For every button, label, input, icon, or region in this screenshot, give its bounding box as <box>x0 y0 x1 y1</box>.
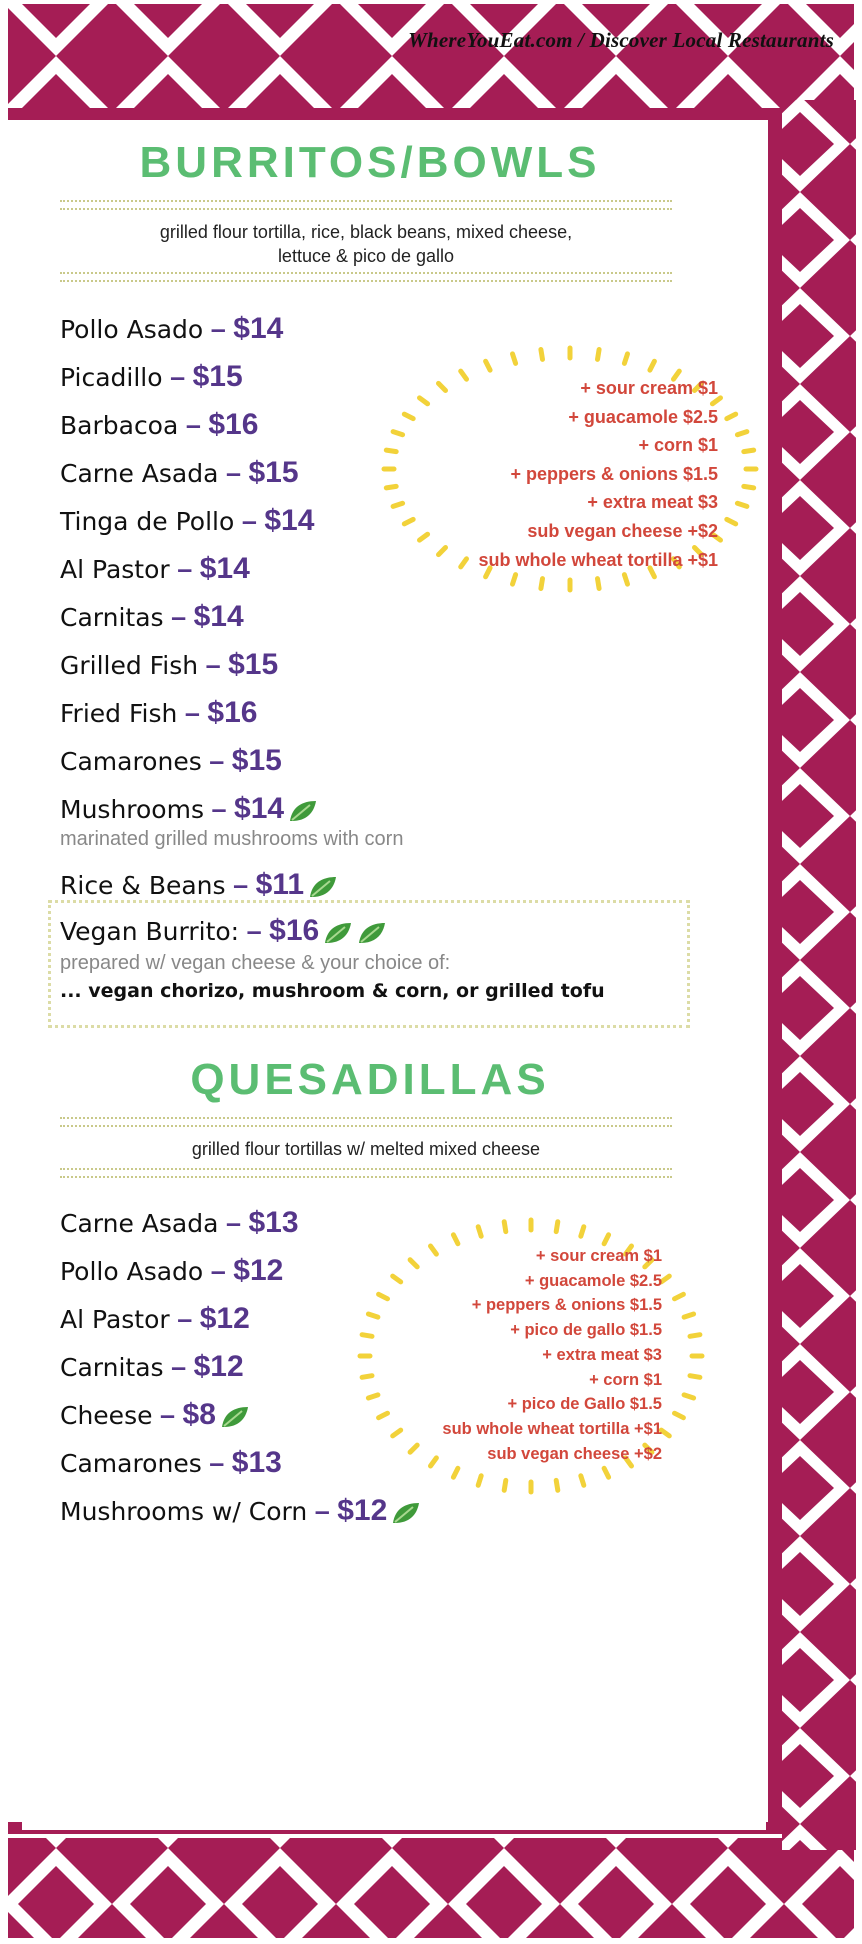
addon-item: + pico de gallo $1.5 <box>510 1321 662 1340</box>
sunburst-ray <box>661 1430 669 1436</box>
sunburst-ray <box>478 1476 481 1486</box>
sunburst-ray <box>727 519 736 524</box>
menu-item-name: Rice & Beans <box>60 871 226 900</box>
menu-item-name: Mushrooms w/ Corn <box>60 1497 308 1526</box>
menu-item-dash: – <box>209 746 225 776</box>
leaf-icon <box>288 799 318 823</box>
sunburst-ray <box>541 350 543 360</box>
menu-item-description: ... vegan chorizo, mushroom & corn, or grilled tofu <box>60 980 605 1002</box>
menu-item-name: Al Pastor <box>60 555 170 584</box>
sunburst-ray <box>453 1235 458 1244</box>
menu-item-name: Barbacoa <box>60 411 179 440</box>
menu-item-price: $12 <box>199 1302 250 1335</box>
addon-item: sub whole wheat tortilla +$1 <box>478 549 718 570</box>
menu-item-dash: – <box>177 554 193 584</box>
menu-item <box>60 1446 282 1480</box>
menu-item-name: Camarones <box>60 1449 202 1478</box>
menu-item <box>60 744 282 778</box>
burritos-subtitle-line2: lettuce & pico de gallo <box>277 246 455 266</box>
sunburst-ray <box>684 1314 694 1317</box>
menu-item <box>60 1254 283 1288</box>
menu-item-name: Carnitas <box>60 1353 164 1382</box>
sunburst-ray <box>386 486 396 488</box>
addon-item: + pico de Gallo $1.5 <box>507 1395 662 1414</box>
sunburst-ray <box>453 1468 458 1477</box>
menu-item-dash: – <box>185 410 201 440</box>
addon-item: + sour cream $1 <box>580 378 718 398</box>
menu-item-dash: – <box>210 314 226 344</box>
sunburst-ray <box>513 354 516 364</box>
sunburst-ray <box>556 1480 558 1490</box>
sunburst-ray <box>690 1335 700 1337</box>
sunburst-ray <box>604 1468 609 1477</box>
sunburst-ray <box>744 486 754 488</box>
addon-item: + extra meat $3 <box>587 492 718 513</box>
menu-item-name: Carne Asada <box>60 1209 219 1238</box>
menu-item-price: $14 <box>233 312 284 345</box>
menu-item <box>60 600 244 634</box>
menu-item-price: $15 <box>231 744 282 777</box>
menu-item <box>60 360 243 394</box>
menu-item-name: Pollo Asado <box>60 1257 204 1286</box>
menu-item-price: $11 <box>255 868 305 901</box>
menu-item <box>60 1398 250 1432</box>
menu-item <box>60 696 257 730</box>
menu-item <box>60 1494 421 1528</box>
menu-item-dash: – <box>233 870 249 900</box>
sunburst-ray <box>650 361 655 370</box>
menu-item-name: Tinga de Pollo <box>60 507 235 536</box>
menu-item-price: $12 <box>337 1494 388 1527</box>
menu-item-dash: – <box>159 1400 176 1430</box>
vegan-burrito-box <box>48 900 690 1028</box>
menu-item-price: $15 <box>192 360 243 393</box>
sunburst-ray <box>541 579 543 589</box>
addon-item: sub vegan cheese +$2 <box>527 520 718 541</box>
menu-item <box>60 1350 244 1384</box>
sunburst-ray <box>486 361 491 370</box>
burritos-title: BURRITOS/BOWLS <box>139 138 601 187</box>
leaf-icon <box>391 1501 421 1525</box>
menu-item-price: $13 <box>231 1446 282 1479</box>
menu-item-name: Grilled Fish <box>60 651 199 680</box>
sunburst-ray <box>624 575 627 585</box>
menu-item <box>60 868 338 902</box>
menu-item-price: $14 <box>193 600 244 633</box>
menu-item <box>60 792 318 826</box>
addon-item: + guacamole $2.5 <box>568 406 718 427</box>
addon-item: + extra meat $3 <box>542 1345 662 1364</box>
addon-item: + peppers & onions $1.5 <box>471 1296 662 1315</box>
menu-item-dash: – <box>225 458 241 488</box>
menu-item-price: $16 <box>207 696 258 729</box>
burrito-addons-list <box>400 374 718 574</box>
sunburst-ray <box>368 1395 378 1398</box>
menu-item-dash: – <box>314 1496 330 1526</box>
sunburst-ray <box>513 575 516 585</box>
sunburst-ray <box>556 1222 558 1232</box>
sunburst-ray <box>598 350 600 360</box>
sunburst-ray <box>690 1376 700 1378</box>
menu-item-dash: – <box>209 1448 225 1478</box>
sunburst-ray <box>604 1235 609 1244</box>
sunburst-ray <box>598 579 600 589</box>
burritos-subtitle <box>60 220 672 268</box>
sunburst-ray <box>581 1476 584 1486</box>
menu-item <box>60 312 283 346</box>
quesadilla-addons-list <box>380 1244 662 1466</box>
menu-item <box>60 1206 299 1240</box>
menu-item-price: $12 <box>193 1350 244 1383</box>
menu-item-name: Al Pastor <box>60 1305 170 1334</box>
sunburst-ray <box>504 1480 506 1490</box>
addon-item: sub whole wheat tortilla +$1 <box>442 1419 662 1438</box>
menu-item-dash: – <box>205 650 221 680</box>
addon-item: sub vegan cheese +$2 <box>487 1444 662 1463</box>
menu-item-name: Cheese <box>60 1401 153 1430</box>
menu-item-price: $8 <box>182 1398 216 1431</box>
sunburst-ray <box>744 450 754 452</box>
menu-item-price: $12 <box>233 1254 284 1287</box>
menu-item-price: $15 <box>248 456 299 489</box>
quesadillas-title: QUESADILLAS <box>190 1055 550 1104</box>
sunburst-ray <box>624 354 627 364</box>
menu-item-dash: – <box>225 1208 241 1238</box>
burritos-subtitle-line1: grilled flour tortilla, rice, black beans, mixed cheese, <box>159 222 573 242</box>
menu-item <box>60 1302 250 1336</box>
divider <box>60 272 672 282</box>
divider <box>60 200 672 210</box>
menu-item-name: Carnitas <box>60 603 164 632</box>
menu-item-price: $13 <box>248 1206 299 1239</box>
leaf-icon <box>308 875 338 899</box>
sunburst-ray <box>368 1314 378 1317</box>
addon-item: + corn $1 <box>638 435 718 456</box>
menu-item-dash: – <box>211 794 227 824</box>
sunburst-ray <box>478 1227 481 1237</box>
addon-item: + guacamole $2.5 <box>524 1271 662 1290</box>
leaf-icon <box>220 1405 250 1429</box>
watermark-text: WhereYouEat.com / Discover Local Restaurants <box>408 28 834 52</box>
sunburst-ray <box>362 1376 372 1378</box>
sunburst-ray <box>737 503 747 506</box>
divider <box>60 1117 672 1127</box>
menu-item <box>60 552 250 586</box>
sunburst-ray <box>661 1276 669 1282</box>
menu-item-price: $14 <box>264 504 315 537</box>
menu-item-name: Carne Asada <box>60 459 219 488</box>
divider <box>60 1168 672 1178</box>
sunburst-ray <box>675 1413 684 1418</box>
menu-item-dash: – <box>171 1352 187 1382</box>
menu-item-description: prepared w/ vegan cheese & your choice of: <box>60 952 451 974</box>
menu-item-description: marinated grilled mushrooms with corn <box>60 828 404 850</box>
addon-item: + sour cream $1 <box>535 1247 662 1265</box>
sunburst-ray <box>362 1335 372 1337</box>
menu-item <box>60 456 299 490</box>
menu-item-dash: – <box>177 1304 193 1334</box>
menu-item-name: Picadillo <box>60 363 163 392</box>
menu-item <box>60 504 314 538</box>
sunburst-ray <box>581 1227 584 1237</box>
menu-item-name: Camarones <box>60 747 202 776</box>
sunburst-ray <box>675 1294 684 1299</box>
sunburst-ray <box>386 450 396 452</box>
menu-item-name: Mushrooms <box>60 795 204 824</box>
menu-item-dash: – <box>184 698 200 728</box>
menu-item-dash: – <box>170 362 186 392</box>
menu-item-dash: – <box>246 916 262 946</box>
menu-item-dash: – <box>210 1256 226 1286</box>
menu-item-price: $16 <box>269 914 320 947</box>
menu-item <box>60 408 258 442</box>
menu-item-name: Pollo Asado <box>60 315 204 344</box>
quesadillas-subtitle: grilled flour tortillas w/ melted mixed cheese <box>191 1139 541 1159</box>
menu-item-name: Vegan Burrito: <box>60 917 240 946</box>
menu-item-price: $16 <box>208 408 259 441</box>
menu-item-price: $14 <box>234 792 285 825</box>
sunburst-ray <box>684 1395 694 1398</box>
menu-item-dash: – <box>171 602 187 632</box>
addon-item: + peppers & onions $1.5 <box>510 463 718 484</box>
sunburst-ray <box>504 1222 506 1232</box>
addon-item: + corn $1 <box>589 1370 662 1389</box>
menu-item-price: $14 <box>199 552 250 585</box>
menu-item-price: $15 <box>228 648 279 681</box>
menu-item <box>60 648 278 682</box>
sunburst-ray <box>737 432 747 435</box>
menu-item-name: Fried Fish <box>60 699 178 728</box>
sunburst-ray <box>727 414 736 419</box>
menu-item-dash: – <box>241 506 257 536</box>
